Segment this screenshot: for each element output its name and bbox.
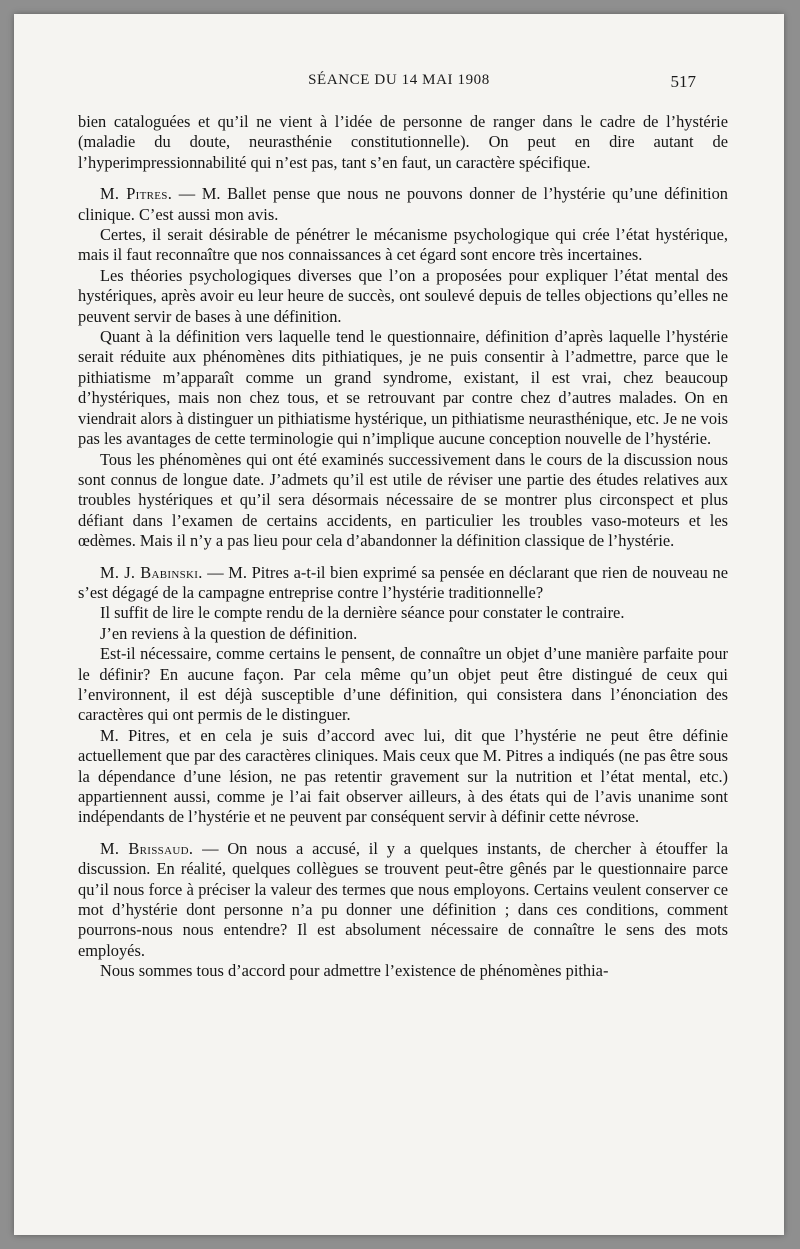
running-header <box>14 72 784 102</box>
book-page <box>14 14 784 1235</box>
paragraph: M. Brissaud. — On nous a accusé, il y a quelques instants, de chercher à étouffer la discussion. En réalité, quelques collègues se trouvent peut-être gênés par le questionnaire parce qu’il nous force à préciser la valeur des termes que nous employons. Certains veulent conserver ce mot d’hystérie dont personne n’a pu donner une définition ; dans ces conditions, comment pourrons-nous nous entendre? Il est absolument nécessaire de connaître le sens des mots employés. <box>78 838 729 960</box>
page-number: 517 <box>670 72 696 91</box>
paragraph: M. J. Babinski. — M. Pitres a-t-il bien exprimé sa pensée en déclarant que rien de nouveau ne s’est dégagé de la campagne entreprise contre l’hystérie traditionnelle? <box>78 562 728 602</box>
paragraph: bien cataloguées et qu’il ne vient à l’idée de personne de ranger dans le cadre de l’hystérie (maladie du doute, neurasthénie constitutionnelle). On peut en dire autant de l’hyperimpressionnabilité qui n’est pas, tant s’en faut, un caractère spécifique. <box>78 112 728 172</box>
paragraph: Tous les phénomènes qui ont été examinés successivement dans le cours de la discussion nous sont connus de longue date. J’admets qu’il est utile de réviser une partie des études relatives aux troubles hystériques et qu’il sera désormais nécessaire de se montrer plus circonspect et plus défiant dans l’examen de certains accidents, en particulier les troubles vaso-moteurs et les œdèmes. Mais il n’y a pas lieu pour cela d’abandonner la définition classique de l’hystérie. <box>78 449 728 551</box>
paragraph: Il suffit de lire le compte rendu de la dernière séance pour constater le contraire. <box>100 603 625 623</box>
speaker-name: M. J. Babinski. <box>100 562 203 582</box>
speaker-name: M. Pitres. <box>100 184 173 204</box>
paragraph: Les théories psychologiques diverses que l’on a proposées pour expliquer l’état mental des hystériques, après avoir eu leur heure de succès, ont soulevé depuis de telles objections qu’elles ne peuvent servir de bases à une définition. <box>78 265 728 326</box>
speaker-name: M. Brissaud. <box>100 838 194 858</box>
body-text <box>78 112 728 982</box>
paragraph: Certes, il serait désirable de pénétrer le mécanisme psychologique qui crée l’état hystérique, mais il faut reconnaître que nos connaissances à cet égard sont encore très incertaines. <box>78 225 728 265</box>
paragraph: J’en reviens à la question de définition. <box>100 623 358 643</box>
paragraph: M. Pitres. — M. Ballet pense que nous ne pouvons donner de l’hystérie qu’une définition clinique. C’est aussi mon avis. <box>78 184 728 224</box>
paragraph: M. Pitres, et en cela je suis d’accord avec lui, dit que l’hystérie ne peut être définie actuellement que par des caractères cliniques. Mais ceux que M. Pitres a indiqués (ne pas être sous la dépendance d’une lésion, ne pas retentir gravement sur la nutrition et l’état mental, etc.) appartiennent aussi, comme je l’ai fait observer ailleurs, à des états qui de l’avis unanime sont indépendants de l’hystérie et ne peuvent par conséquent servir à définir cette névrose. <box>78 725 728 827</box>
paragraph: Quant à la définition vers laquelle tend le questionnaire, définition d’après laquelle l’hystérie serait réduite aux phénomènes dits pithiatiques, je ne puis consentir à l’admettre, parce que le pithiatisme m’apparaît comme un grand syndrome, existant, il est vrai, chez beaucoup d’hystériques, mais non chez tous, et se retrouvant par contre chez d’autres malades. On en viendrait alors à distinguer un pithiatisme hystérique, un pithiatisme neurasthénique, etc. Je ne vois pas les avantages de cette terminologie qui n’implique aucune conception nouvelle de l’hystérie. <box>78 327 729 449</box>
running-title: SÉANCE DU 14 MAI 1908 <box>308 72 490 88</box>
paragraph: Nous sommes tous d’accord pour admettre l’existence de phénomènes pithia- <box>100 961 609 981</box>
paragraph: Est-il nécessaire, comme certains le pensent, de connaître un objet d’une manière parfaite pour le définir? En aucune façon. Par cela même qu’un objet peut être distingué de ceux qui l’environnent, il est déjà susceptible d’une définition, qui consistera dans l’énonciation des caractères qui ont permis de le distinguer. <box>78 644 728 725</box>
